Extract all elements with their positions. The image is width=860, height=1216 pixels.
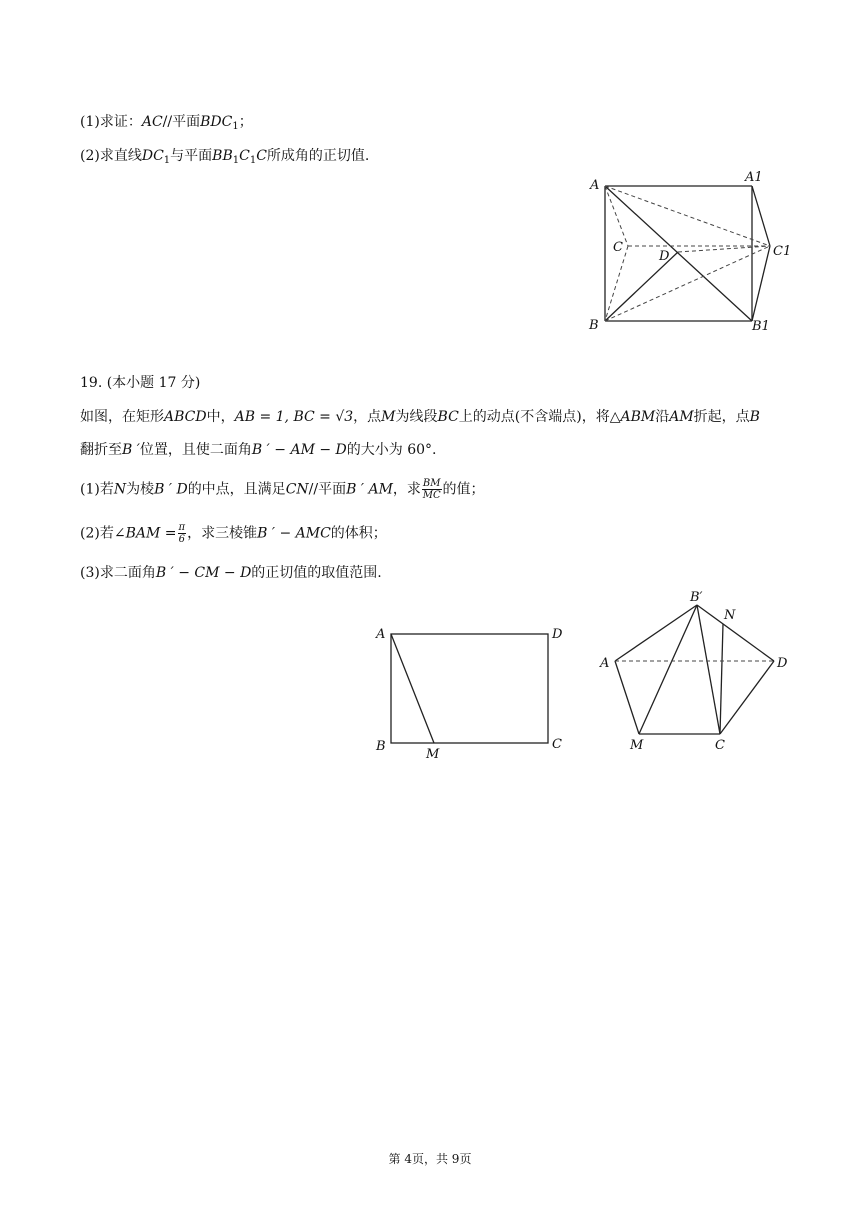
math: C bbox=[239, 148, 250, 164]
q18-part2 bbox=[80, 146, 369, 171]
text: 中， bbox=[206, 409, 235, 425]
hidden-AC1 bbox=[605, 186, 770, 246]
label-B: B bbox=[589, 318, 599, 333]
text: 沿 bbox=[655, 409, 670, 425]
fraction-pi-6 bbox=[178, 522, 187, 545]
text: (2)求直线 bbox=[80, 148, 142, 164]
label-C: C bbox=[552, 737, 562, 752]
math: B ′ AM bbox=[346, 481, 393, 498]
figure-prism bbox=[580, 165, 800, 340]
math: DC bbox=[141, 148, 164, 164]
edge-AM bbox=[615, 661, 639, 734]
label-A: A bbox=[376, 627, 386, 642]
text: ，求三棱锥 bbox=[187, 525, 258, 542]
text: 的中点，且满足 bbox=[187, 481, 286, 498]
q18-part1 bbox=[80, 112, 253, 137]
text: 与平面 bbox=[170, 148, 213, 164]
fraction-BM-MC bbox=[422, 478, 442, 501]
edge-C1B1 bbox=[752, 246, 770, 321]
fraction-numerator: π bbox=[178, 522, 186, 533]
label-B1: B1 bbox=[752, 319, 770, 334]
text: 折起，点 bbox=[693, 409, 750, 425]
label-A: A bbox=[600, 656, 610, 671]
text: ； bbox=[238, 114, 253, 130]
page-footer: 第 4页，共 9页 bbox=[388, 1152, 472, 1166]
math: CN bbox=[285, 481, 309, 498]
math: ∠BAM = bbox=[113, 525, 177, 542]
q19-part2 bbox=[80, 522, 387, 545]
q19-header: 19. (本小题 17 分) bbox=[80, 375, 201, 391]
hidden-AC bbox=[605, 186, 628, 246]
math: C bbox=[256, 148, 267, 164]
math: BB bbox=[212, 148, 233, 164]
hidden-BC1 bbox=[605, 246, 770, 321]
subscript: 1 bbox=[232, 155, 240, 166]
hidden-DC1 bbox=[678, 246, 770, 252]
math: AB = 1, BC = √3 bbox=[234, 409, 354, 425]
math: AC bbox=[141, 114, 163, 130]
text: 位置，且使二面角 bbox=[139, 442, 252, 458]
label-D: D bbox=[552, 627, 563, 642]
text: ，点 bbox=[353, 409, 382, 425]
figure-folded bbox=[590, 585, 800, 760]
q19-intro-line1 bbox=[80, 407, 760, 427]
text: 所成角的正切值. bbox=[266, 148, 370, 164]
math: BDC bbox=[200, 114, 233, 130]
text: 上的动点(不含端点)，将△ bbox=[458, 409, 621, 425]
label-C: C bbox=[715, 738, 725, 753]
label-M: M bbox=[426, 747, 440, 762]
text: (1)求证： bbox=[80, 114, 142, 130]
math: B ′ − CM − D bbox=[155, 565, 252, 581]
text: 如图，在矩形 bbox=[80, 409, 164, 425]
math: AM bbox=[669, 409, 694, 425]
label-A1: A1 bbox=[745, 170, 763, 185]
text: 的正切值的取值范围. bbox=[251, 565, 382, 581]
label-C: C bbox=[613, 240, 623, 255]
text: (2)若 bbox=[80, 525, 114, 542]
q19-intro-line2 bbox=[80, 440, 437, 460]
math: ABCD bbox=[164, 409, 207, 425]
math: ABM bbox=[620, 409, 656, 425]
label-D: D bbox=[777, 656, 788, 671]
edge-B'C bbox=[697, 605, 720, 734]
text: 的值； bbox=[442, 481, 485, 498]
math: M bbox=[381, 409, 396, 425]
label-B-prime: B′ bbox=[690, 590, 703, 605]
label-C1: C1 bbox=[773, 244, 792, 259]
segment-AM bbox=[391, 634, 434, 743]
q19-part1 bbox=[80, 478, 485, 501]
text: 为线段 bbox=[395, 409, 438, 425]
label-N: N bbox=[724, 608, 736, 623]
math: B ′ − AM − D bbox=[251, 442, 347, 458]
edge-NC bbox=[720, 624, 723, 734]
math: B ′ − AMC bbox=[257, 525, 331, 542]
label-D: D bbox=[659, 249, 670, 264]
fraction-denominator: 6 bbox=[178, 534, 185, 545]
edge-CD bbox=[720, 661, 774, 734]
figure-rectangle bbox=[370, 620, 570, 765]
text: 翻折至 bbox=[80, 442, 122, 458]
text: //平面 bbox=[308, 481, 347, 498]
rect-ABCD bbox=[391, 634, 548, 743]
math: BC bbox=[437, 409, 459, 425]
edge-A1C1 bbox=[752, 186, 770, 246]
label-M: M bbox=[630, 738, 644, 753]
fraction-denominator: MC bbox=[422, 490, 441, 501]
text: (1)若 bbox=[80, 481, 114, 498]
subscript: 1 bbox=[163, 155, 171, 166]
subscript: 1 bbox=[232, 121, 239, 132]
text: 的大小为 60°. bbox=[346, 442, 437, 458]
math: B ′ bbox=[122, 442, 140, 458]
text: ，求 bbox=[392, 481, 421, 498]
text: 的体积； bbox=[330, 525, 387, 542]
math: B ′ D bbox=[154, 481, 188, 498]
label-B: B bbox=[376, 739, 386, 754]
text: (3)求二面角 bbox=[80, 565, 156, 581]
text: //平面 bbox=[162, 114, 201, 130]
edge-B'D bbox=[697, 605, 774, 661]
math: B bbox=[749, 409, 760, 425]
subscript: 1 bbox=[249, 155, 257, 166]
label-A: A bbox=[590, 178, 600, 193]
math: N bbox=[113, 481, 127, 498]
q19-part3 bbox=[80, 563, 382, 583]
text: 为棱 bbox=[126, 481, 155, 498]
fraction-numerator: BM bbox=[422, 478, 441, 489]
